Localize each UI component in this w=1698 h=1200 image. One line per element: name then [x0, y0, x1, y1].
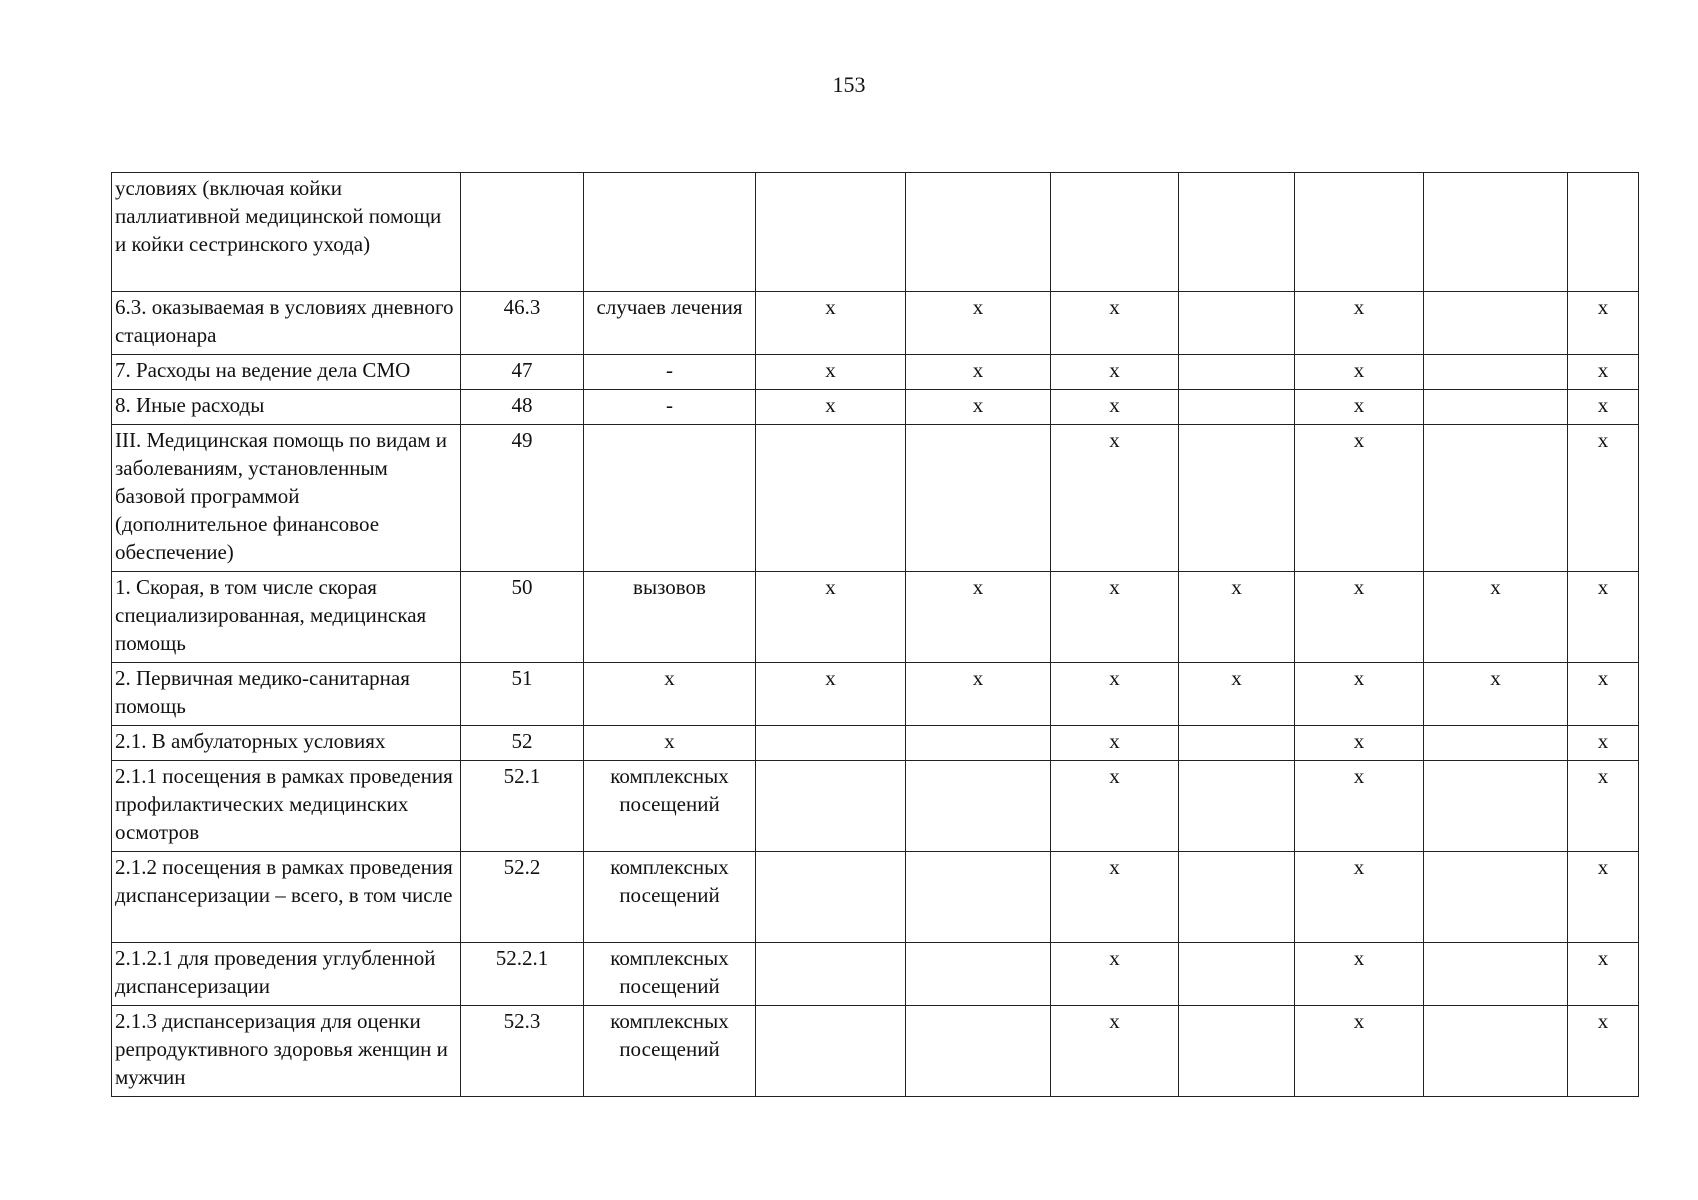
value-cell: х — [1424, 572, 1568, 663]
value-cell: х — [1568, 355, 1639, 390]
value-cell: х — [1568, 943, 1639, 1006]
row-code-cell: 52 — [461, 726, 584, 761]
value-cell: х — [1295, 663, 1424, 726]
value-cell: х — [1051, 726, 1179, 761]
value-cell — [1424, 355, 1568, 390]
value-cell — [1424, 943, 1568, 1006]
table-row — [112, 390, 1639, 425]
value-cell — [1424, 390, 1568, 425]
value-cell: х — [1179, 572, 1295, 663]
value-cell — [756, 726, 906, 761]
row-name-cell: 8. Иные расходы — [112, 390, 461, 425]
row-unit-cell: комплексных посещений — [584, 761, 756, 852]
row-name-cell: 1. Скорая, в том числе скорая специализированная, медицинская помощь — [112, 572, 461, 663]
value-cell — [756, 852, 906, 943]
row-unit-cell: х — [584, 663, 756, 726]
value-cell — [1179, 761, 1295, 852]
value-cell — [906, 943, 1051, 1006]
table-row — [112, 355, 1639, 390]
value-cell: х — [1051, 292, 1179, 355]
value-cell — [1179, 390, 1295, 425]
row-name-cell: III. Медицинская помощь по видам и заболеваниям, установленным базовой программой (дополнительное финансовое обеспечение) — [112, 425, 461, 572]
row-code-cell: 51 — [461, 663, 584, 726]
table-row — [112, 1006, 1639, 1097]
row-code-cell: 48 — [461, 390, 584, 425]
value-cell — [906, 173, 1051, 292]
value-cell: х — [1568, 572, 1639, 663]
value-cell — [1424, 1006, 1568, 1097]
row-code-cell — [461, 173, 584, 292]
value-cell: х — [1568, 663, 1639, 726]
value-cell: х — [906, 572, 1051, 663]
value-cell — [756, 761, 906, 852]
value-cell — [1295, 173, 1424, 292]
table-row — [112, 726, 1639, 761]
value-cell: х — [1295, 943, 1424, 1006]
value-cell: х — [1295, 355, 1424, 390]
row-unit-cell: х — [584, 726, 756, 761]
value-cell: х — [1295, 852, 1424, 943]
value-cell: х — [1568, 852, 1639, 943]
value-cell — [1424, 173, 1568, 292]
table-row — [112, 173, 1639, 292]
row-code-cell: 52.2 — [461, 852, 584, 943]
value-cell: х — [1568, 390, 1639, 425]
table-row — [112, 572, 1639, 663]
value-cell — [1179, 425, 1295, 572]
value-cell: х — [1568, 726, 1639, 761]
value-cell: х — [1051, 852, 1179, 943]
value-cell — [1179, 852, 1295, 943]
row-name-cell: 2.1.2 посещения в рамках проведения диспансеризации – всего, в том числе — [112, 852, 461, 943]
value-cell: х — [1424, 663, 1568, 726]
table-row — [112, 292, 1639, 355]
value-cell: х — [1295, 726, 1424, 761]
value-cell: х — [906, 355, 1051, 390]
value-cell — [1179, 292, 1295, 355]
value-cell: х — [756, 355, 906, 390]
row-name-cell: 2.1.3 диспансеризация для оценки репродуктивного здоровья женщин и мужчин — [112, 1006, 461, 1097]
value-cell — [1424, 852, 1568, 943]
value-cell: х — [1051, 761, 1179, 852]
value-cell — [1424, 726, 1568, 761]
row-name-cell: 6.3. оказываемая в условиях дневного стационара — [112, 292, 461, 355]
value-cell — [756, 1006, 906, 1097]
row-name-cell: условиях (включая койки паллиативной медицинской помощи и койки сестринского ухода) — [112, 173, 461, 292]
value-cell: х — [906, 663, 1051, 726]
table-row — [112, 943, 1639, 1006]
row-name-cell: 2. Первичная медико-санитарная помощь — [112, 663, 461, 726]
table-row — [112, 852, 1639, 943]
value-cell: х — [1568, 761, 1639, 852]
value-cell — [1424, 292, 1568, 355]
value-cell — [1179, 355, 1295, 390]
value-cell: х — [1295, 425, 1424, 572]
row-name-cell: 2.1. В амбулаторных условиях — [112, 726, 461, 761]
row-unit-cell: - — [584, 390, 756, 425]
value-cell — [1568, 173, 1639, 292]
row-unit-cell: комплексных посещений — [584, 943, 756, 1006]
row-name-cell: 7. Расходы на ведение дела СМО — [112, 355, 461, 390]
value-cell: х — [756, 663, 906, 726]
value-cell: х — [1295, 390, 1424, 425]
value-cell: х — [1051, 663, 1179, 726]
table-row — [112, 663, 1639, 726]
value-cell: х — [1051, 1006, 1179, 1097]
row-code-cell: 50 — [461, 572, 584, 663]
data-table — [111, 172, 1639, 1097]
row-unit-cell: - — [584, 355, 756, 390]
value-cell: х — [1051, 425, 1179, 572]
value-cell: х — [1568, 1006, 1639, 1097]
value-cell — [906, 852, 1051, 943]
value-cell — [1424, 761, 1568, 852]
value-cell: х — [906, 390, 1051, 425]
value-cell — [1179, 943, 1295, 1006]
value-cell: х — [756, 572, 906, 663]
value-cell: х — [756, 390, 906, 425]
value-cell — [906, 425, 1051, 572]
value-cell: х — [1051, 572, 1179, 663]
table-row — [112, 761, 1639, 852]
row-unit-cell: комплексных посещений — [584, 852, 756, 943]
value-cell — [906, 761, 1051, 852]
value-cell — [756, 425, 906, 572]
row-code-cell: 52.3 — [461, 1006, 584, 1097]
value-cell: х — [906, 292, 1051, 355]
row-unit-cell: комплексных посещений — [584, 1006, 756, 1097]
value-cell — [1179, 726, 1295, 761]
value-cell: х — [1051, 390, 1179, 425]
row-name-cell: 2.1.2.1 для проведения углубленной диспансеризации — [112, 943, 461, 1006]
value-cell: х — [756, 292, 906, 355]
value-cell — [906, 726, 1051, 761]
row-unit-cell — [584, 173, 756, 292]
value-cell: х — [1179, 663, 1295, 726]
value-cell: х — [1295, 572, 1424, 663]
row-code-cell: 47 — [461, 355, 584, 390]
row-name-cell: 2.1.1 посещения в рамках проведения профилактических медицинских осмотров — [112, 761, 461, 852]
value-cell: х — [1295, 1006, 1424, 1097]
row-code-cell: 49 — [461, 425, 584, 572]
value-cell — [906, 1006, 1051, 1097]
table-row — [112, 425, 1639, 572]
value-cell: х — [1295, 292, 1424, 355]
value-cell: х — [1568, 425, 1639, 572]
value-cell — [756, 943, 906, 1006]
row-code-cell: 52.1 — [461, 761, 584, 852]
value-cell: х — [1051, 355, 1179, 390]
row-code-cell: 46.3 — [461, 292, 584, 355]
row-unit-cell — [584, 425, 756, 572]
value-cell — [1424, 425, 1568, 572]
value-cell: х — [1568, 292, 1639, 355]
value-cell — [1051, 173, 1179, 292]
row-code-cell: 52.2.1 — [461, 943, 584, 1006]
value-cell — [1179, 173, 1295, 292]
value-cell: х — [1295, 761, 1424, 852]
page-number: 153 — [832, 72, 866, 97]
value-cell: х — [1051, 943, 1179, 1006]
row-unit-cell: случаев лечения — [584, 292, 756, 355]
row-unit-cell: вызовов — [584, 572, 756, 663]
value-cell — [1179, 1006, 1295, 1097]
value-cell — [756, 173, 906, 292]
